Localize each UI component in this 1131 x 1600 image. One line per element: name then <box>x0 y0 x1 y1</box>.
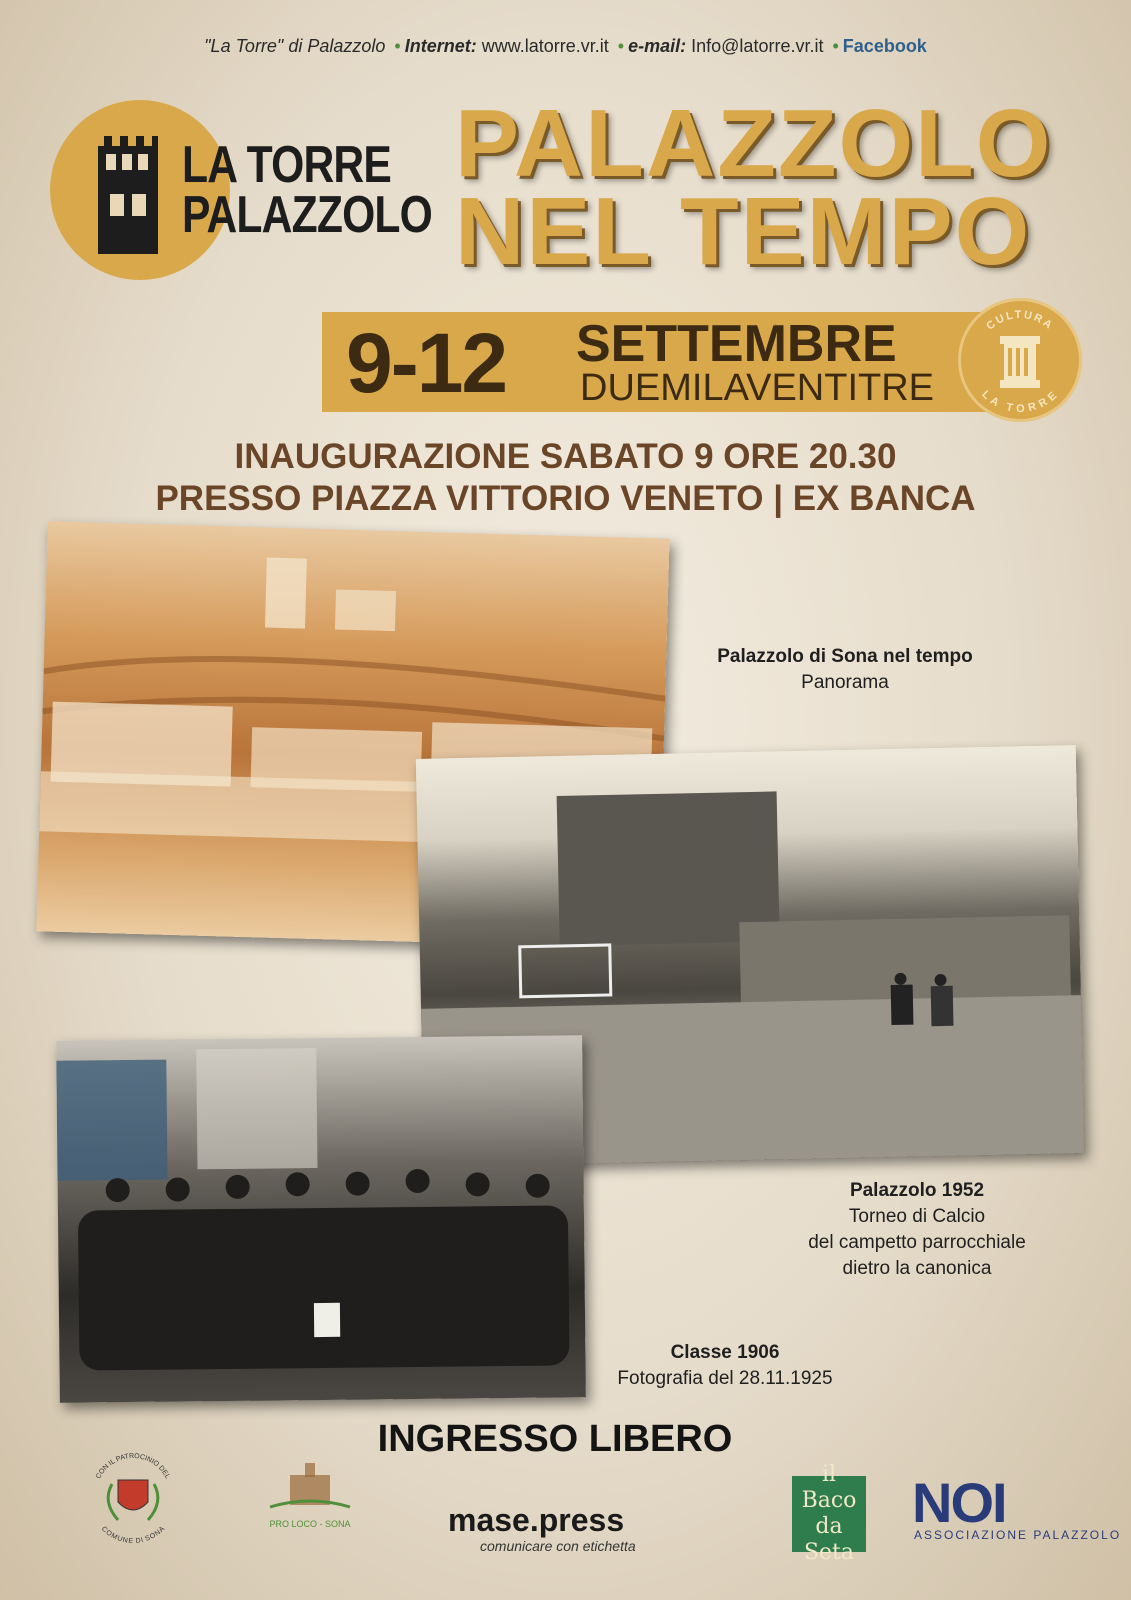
comune-text: COMUNE DI SONA <box>99 1525 167 1546</box>
proloco-logo <box>260 1455 360 1535</box>
email-link[interactable]: Info@latorre.vr.it <box>691 36 824 56</box>
org-name: "La Torre" di Palazzolo <box>204 36 386 56</box>
caption-panorama <box>690 644 1000 696</box>
column-icon <box>958 298 1082 422</box>
caption-title: Classe 1906 <box>670 1342 780 1363</box>
caption-line: dietro la canonica <box>842 1258 992 1279</box>
comune-crest-logo <box>88 1440 178 1550</box>
mase-press-logo: mase.press <box>448 1502 625 1538</box>
internet-label: Internet: <box>404 36 477 56</box>
facebook-link[interactable]: Facebook <box>842 36 927 56</box>
caption-line: Panorama <box>801 672 889 693</box>
logo-line-2: PALAZZOLO <box>182 186 433 244</box>
date-days: 9-12 <box>346 316 507 410</box>
inauguration-line-2: PRESSO PIAZZA VITTORIO VENETO | EX BANCA <box>155 479 976 518</box>
caption-line: Fotografia del 28.11.1925 <box>617 1368 833 1389</box>
date-year: DUEMILAVENTITRE <box>580 367 935 409</box>
patronage-text: CON IL PATROCINIO DEL <box>95 1452 171 1481</box>
svg-text:LA TORRE <box>979 388 1060 415</box>
email-label: e-mail: <box>628 36 687 56</box>
photo-classe-1906 <box>56 1035 586 1402</box>
svg-text:COMUNE DI SONA <box>100 1525 167 1545</box>
entry-notice: INGRESSO LIBERO <box>377 1418 733 1460</box>
logo-text <box>182 136 433 244</box>
event-title <box>455 90 1053 285</box>
caption-line: Torneo di Calcio <box>848 1206 986 1227</box>
tower-icon <box>96 128 160 258</box>
group-illustration <box>56 1035 586 1402</box>
badge-bottom-text: LA TORRE <box>979 388 1061 416</box>
noi-logo: NOI <box>912 1471 1006 1534</box>
caption-line: del campetto parrocchiale <box>808 1232 1026 1253</box>
title-line-1: PALAZZOLO <box>455 90 1053 197</box>
bullet-icon: • <box>832 36 839 56</box>
caption-classe <box>590 1340 860 1392</box>
title-line-2: NEL TEMPO <box>455 178 1032 285</box>
contact-bar <box>0 36 1131 57</box>
logo-line-1: LA TORRE <box>182 136 392 194</box>
badge-top-text: CULTURA <box>984 308 1056 333</box>
caption-title: Palazzolo 1952 <box>849 1180 985 1201</box>
date-month: SETTEMBRE <box>576 315 897 373</box>
baco-text: il Baco da Seta <box>801 1462 857 1565</box>
proloco-text: PRO LOCO - SONA <box>269 1519 351 1529</box>
inauguration-line-1: INAUGURAZIONE SABATO 9 ORE 20.30 <box>234 437 897 476</box>
svg-text:CULTURA <box>984 309 1055 333</box>
cultura-badge <box>958 298 1082 422</box>
noi-subtitle: ASSOCIAZIONE PALAZZOLO <box>914 1528 1122 1542</box>
inauguration-info <box>0 436 1131 520</box>
caption-football <box>772 1178 1062 1282</box>
svg-text:CON IL PATROCINIO DEL <box>95 1453 171 1480</box>
mase-press-tagline: comunicare con etichetta <box>480 1538 636 1554</box>
baco-da-seta-logo <box>792 1462 866 1565</box>
bullet-icon: • <box>394 36 401 56</box>
website-link[interactable]: www.latorre.vr.it <box>481 36 609 56</box>
bullet-icon: • <box>617 36 625 56</box>
caption-title: Palazzolo di Sona nel tempo <box>717 646 973 667</box>
